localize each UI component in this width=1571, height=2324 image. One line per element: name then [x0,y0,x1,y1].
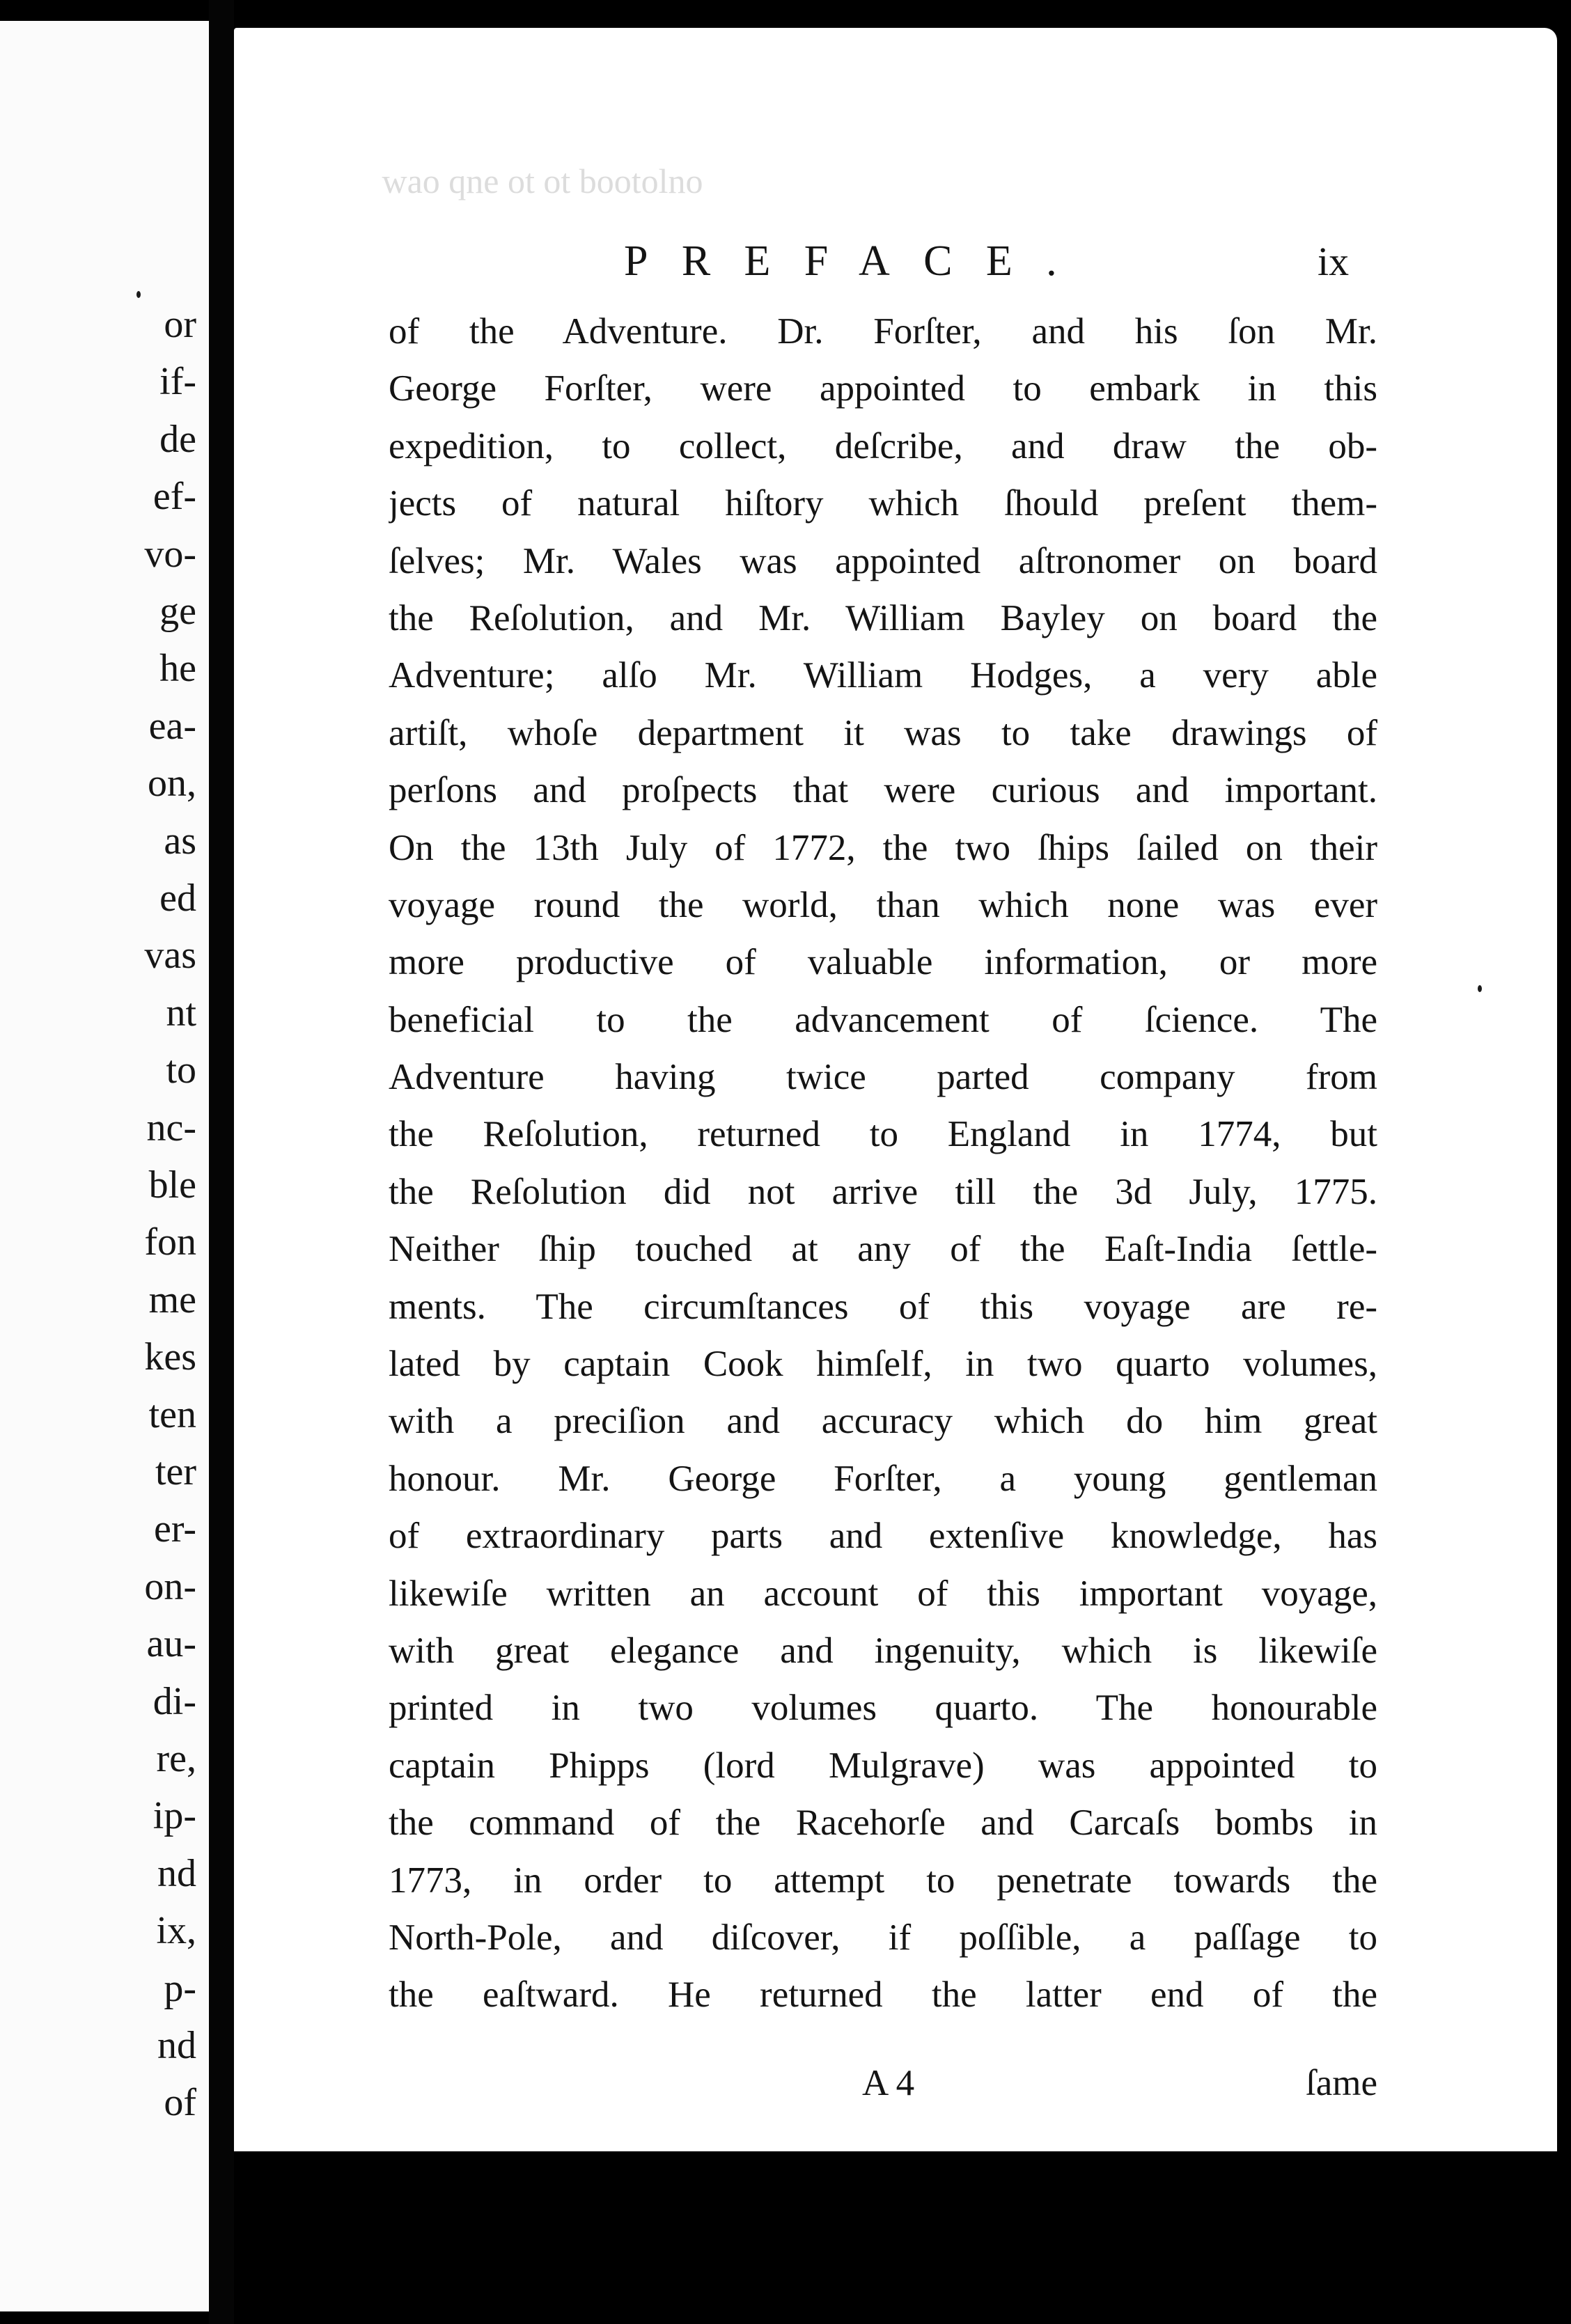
text-line: On the 13th July of 1772, the two ſhips ſailed on their [389,827,1377,868]
text-line: George Forſter, were appointed to embark in this [389,368,1377,409]
page-number: ix [1318,239,1350,284]
body-text [389,303,1377,2024]
previous-page-line-fragment: p- [164,1966,196,2010]
text-line: printed in two volumes quarto. The honourable [389,1688,1377,1729]
text-line: of the Adventure. Dr. Forſter, and his ſon Mr. [389,311,1377,352]
previous-page [0,21,209,2311]
text-line: Adventure; alſo Mr. William Hodges, a very able [389,655,1377,696]
previous-page-line-fragment: ter [155,1450,196,1493]
book-page [234,28,1557,2151]
previous-page-line-fragment: au- [146,1622,196,1666]
previous-page-line-fragment: on- [144,1564,196,1608]
previous-page-line-fragment: de [159,417,196,461]
previous-page-line-fragment: he [159,647,196,691]
previous-page-line-fragment: on, [148,762,196,806]
text-line: more productive of valuable information, or more [389,942,1377,983]
previous-page-line-fragment: vas [144,934,196,978]
previous-page-line-fragment: of [164,2081,196,2125]
text-line: Neither ſhip touched at any of the Eaſt-India ſettle- [389,1229,1377,1270]
text-line: North-Pole, and diſcover, if poſſible, a paſſage to [389,1917,1377,1958]
text-line: the eaſtward. He returned the latter end of the [389,1974,1377,2016]
signature-mark: A 4 [862,2063,915,2103]
previous-page-line-fragment: ix, [156,1909,196,1953]
text-line: ſelves; Mr. Wales was appointed aſtronomer on board [389,540,1377,581]
text-line: voyage round the world, than which none was ever [389,884,1377,925]
previous-page-line-fragment: kes [144,1335,196,1379]
text-line: the Reſolution, returned to England in 1774, but [389,1114,1377,1155]
previous-page-line-fragment: ge [159,590,196,633]
text-line: Adventure having twice parted company from [389,1057,1377,1098]
text-line: ments. The circumſtances of this voyage are re- [389,1286,1377,1327]
previous-page-line-fragment: ten [148,1392,196,1436]
previous-page-line-fragment: or [164,303,196,346]
text-line: the Reſolution, and Mr. William Bayley on board the [389,597,1377,638]
text-line: artiſt, whoſe department it was to take drawings of [389,712,1377,753]
show-through-text: wao qne ot ot bootolno [373,162,703,201]
previous-page-line-fragment: er- [153,1507,196,1551]
previous-page-line-fragment: di- [153,1679,196,1723]
previous-page-line-fragment: nt [166,991,196,1035]
previous-page-line-fragment: to [166,1049,196,1092]
ink-speck [136,291,141,298]
text-line: beneficial to the advancement of ſcience. The [389,999,1377,1040]
ink-speck [1478,985,1482,992]
previous-page-line-fragment: re, [156,1737,196,1780]
previous-page-line-fragment: vo- [144,532,196,576]
previous-page-line-fragment: nd [157,1851,196,1895]
previous-page-line-fragment: nc- [146,1106,196,1149]
previous-page-line-fragment: ef- [153,475,196,519]
previous-page-line-fragment: ea- [148,704,196,748]
previous-page-line-fragment: ed [159,877,196,920]
binding-gutter [209,0,234,2324]
catchword: ſame [1306,2063,1377,2103]
text-line: captain Phipps (lord Mulgrave) was appointed to [389,1745,1377,1786]
text-line: expedition, to collect, deſcribe, and draw the ob- [389,425,1377,466]
previous-page-line-fragment: as [164,819,196,863]
text-line: likewiſe written an account of this important voyage, [389,1573,1377,1614]
page-footer [389,2055,1377,2111]
previous-page-line-fragment: if- [159,360,196,404]
text-line: perſons and proſpects that were curious and important. [389,770,1377,811]
running-head-title: PREFACE. [624,237,1091,285]
text-line: the Reſolution did not arrive till the 3d July, 1775. [389,1171,1377,1212]
text-line: lated by captain Cook himſelf, in two quarto volumes, [389,1344,1377,1385]
running-head [234,237,1557,299]
text-line: with great elegance and ingenuity, which is likewiſe [389,1630,1377,1671]
previous-page-line-fragment: ble [148,1163,196,1207]
previous-page-line-fragment: me [148,1278,196,1321]
text-line: jects of natural hiſtory which ſhould preſent them- [389,483,1377,524]
text-line: 1773, in order to attempt to penetrate towards the [389,1860,1377,1901]
text-line: with a preciſion and accuracy which do him great [389,1401,1377,1442]
text-line: honour. Mr. George Forſter, a young gentleman [389,1458,1377,1499]
previous-page-line-fragment: nd [157,2024,196,2067]
previous-page-line-fragment: fon [144,1220,196,1264]
text-line: the command of the Racehorſe and Carcaſs bombs in [389,1803,1377,1844]
previous-page-line-fragment: ip- [153,1794,196,1838]
text-line: of extraordinary parts and extenſive knowledge, has [389,1516,1377,1557]
